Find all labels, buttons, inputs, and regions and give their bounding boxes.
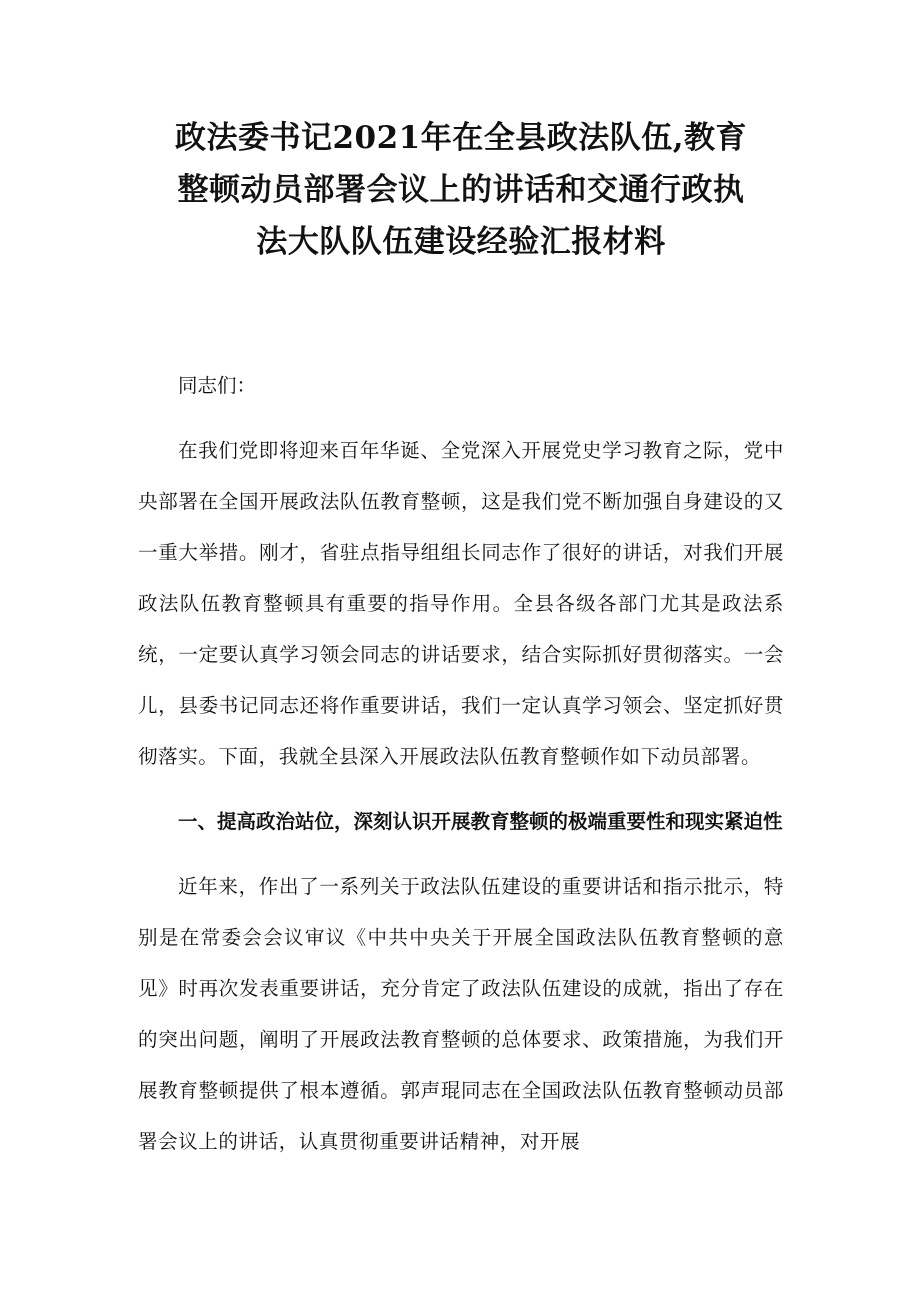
document-title xyxy=(138,112,784,268)
body-paragraph-2: 近年来，作出了一系列关于政法队伍建设的重要讲话和指示批示，特别是在常委会会议审议《中共中央关于开展全国政法队伍教育整顿的意见》时再次发表重要讲话，充分肯定了政法队伍建设的成就，指出了存在的突出问题，阐明了开展政法教育整顿的总体要求、政策措施，为我们开展教育整顿提供了根本遵循。郭声琨同志在全国政法队伍教育整顿动员部署会议上的讲话，认真贯彻重要讲话精神，对开展 xyxy=(138,875,784,1153)
body-paragraph-1: 在我们党即将迎来百年华诞、全党深入开展党史学习教育之际，党中央部署在全国开展政法队伍教育整顿，这是我们党不断加强自身建设的又一重大举措。刚才，省驻点指导组组长同志作了很好的讲话，对我们开展政法队伍教育整顿具有重要的指导作用。全县各级各部门尤其是政法系统，一定要认真学习领会同志的讲话要求，结合实际抓好贯彻落实。一会儿，县委书记同志还将作重要讲话，我们一定认真学习领会、坚定抓好贯彻落实。下面，我就全县深入开展政法队伍教育整顿作如下动员部署。 xyxy=(138,439,784,768)
title-line-2: 整顿动员部署会议上的讲话和交通行政执 xyxy=(177,172,745,208)
section-heading-1: 一、提高政治站位，深刻认识开展教育整顿的极端重要性和现实紧迫性 xyxy=(178,810,783,833)
salutation: 同志们： xyxy=(178,374,257,397)
title-line-1: 政法委书记2021年在全县政法队伍,教育 xyxy=(174,120,748,156)
title-line-3: 法大队队伍建设经验汇报材料 xyxy=(256,224,666,260)
